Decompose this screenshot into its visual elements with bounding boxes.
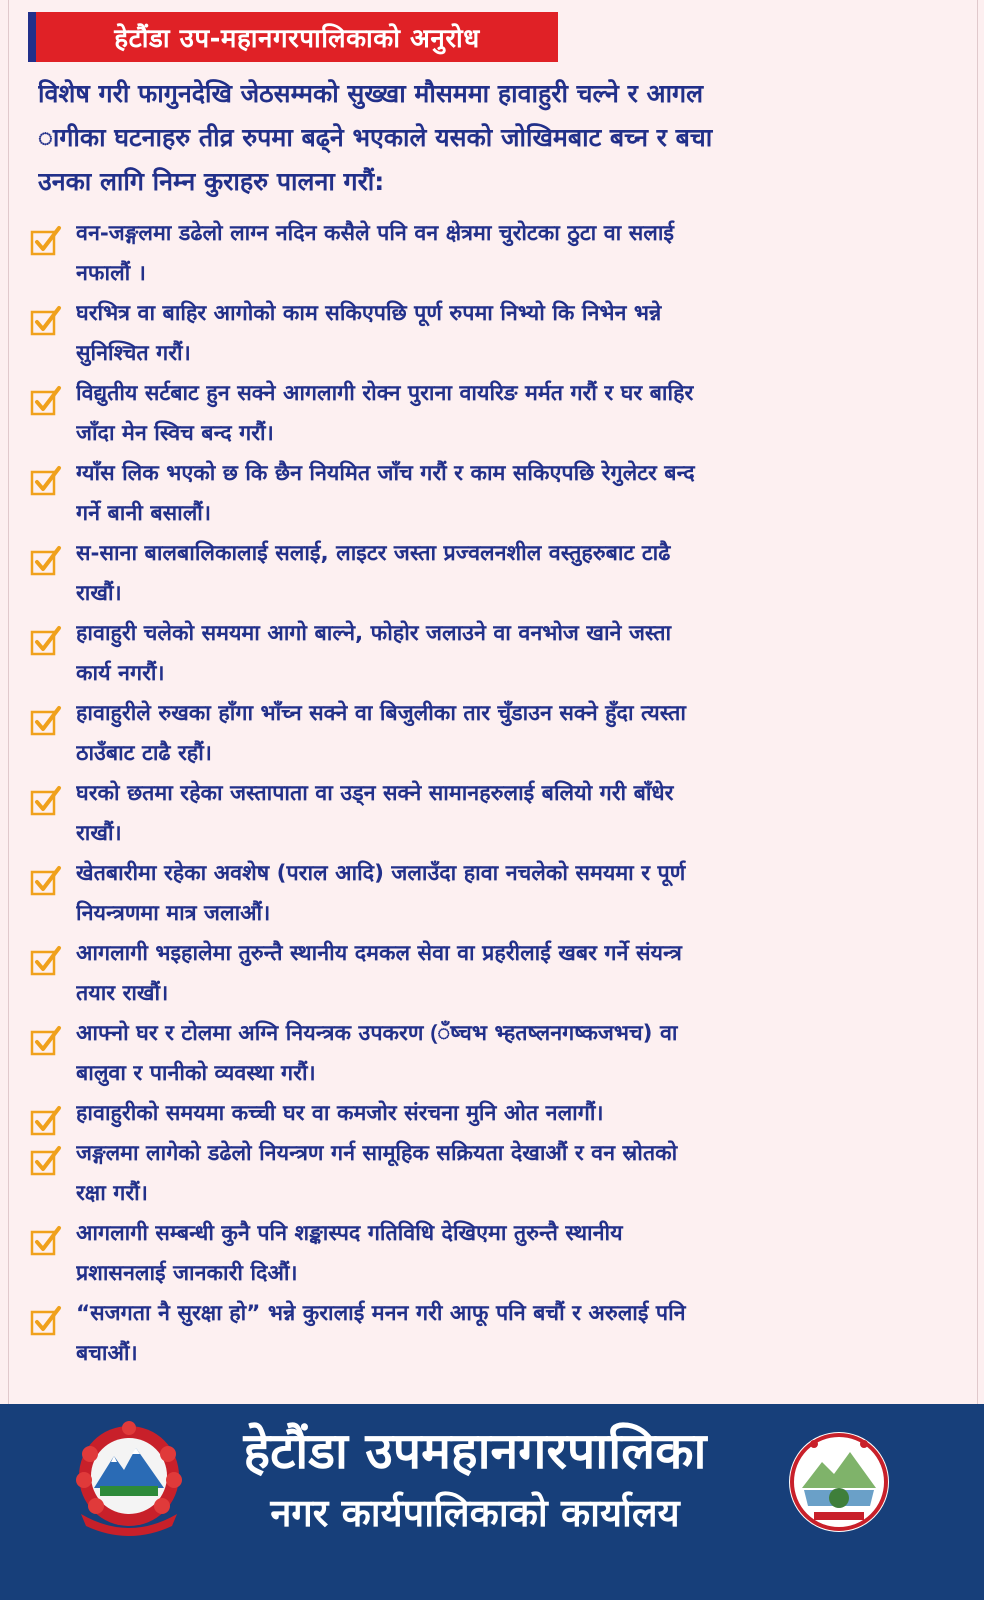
list-item (30, 854, 940, 934)
municipality-logo-icon (784, 1426, 894, 1538)
item-text: नियन्त्रणमा मात्र जलाऔं। (76, 901, 271, 926)
item-text: जाँदा मेन स्विच बन्द गरौं। (76, 421, 274, 446)
notice-title-banner (28, 12, 558, 62)
list-item (30, 774, 940, 854)
item-text: हावाहुरीले रुखका हाँगा भाँच्न सक्ने वा बिजुलीका तार चुँडाउन सक्ने हुँदा त्यस्ता (76, 701, 686, 726)
intro-paragraph (38, 72, 938, 204)
item-text: बालुवा र पानीको व्यवस्था गरौं। (76, 1061, 316, 1086)
nepal-emblem-icon (66, 1418, 192, 1540)
item-text: स-साना बालबालिकालाई सलाई, लाइटर जस्ता प्रज्वलनशील वस्तुहरुबाट टाढै (76, 541, 671, 566)
list-item (30, 1094, 940, 1134)
item-text: गर्ने बानी बसालौं। (76, 501, 212, 526)
list-item (30, 294, 940, 374)
item-text: जङ्गलमा लागेको डढेलो नियन्त्रण गर्न सामूहिक सक्रियता देखाऔं र वन स्रोतको (76, 1141, 678, 1166)
check-box-icon (30, 1024, 62, 1056)
item-text: रक्षा गरौं। (76, 1181, 148, 1206)
footer-subtitle: नगर कार्यपालिकाको कार्यालय (270, 1491, 680, 1535)
check-box-icon (30, 464, 62, 496)
check-box-icon (30, 1224, 62, 1256)
instruction-list (30, 214, 940, 1374)
list-item (30, 374, 940, 454)
item-text: “सजगता नै सुरक्षा हो” भन्ने कुरालाई मनन गरी आफू पनि बचौं र अरुलाई पनि (76, 1301, 686, 1326)
check-box-icon (30, 624, 62, 656)
check-box-icon (30, 864, 62, 896)
notice-title: हेटौंडा उप-महानगरपालिकाको अनुरोध (114, 24, 480, 54)
item-text: विद्युतीय सर्टबाट हुन सक्ने आगलागी रोक्न पुराना वायरिङ मर्मत गरौं र घर बाहिर (76, 381, 694, 406)
item-text: प्रशासनलाई जानकारी दिऔं। (76, 1261, 298, 1286)
item-text: राखौं। (76, 821, 122, 846)
check-box-icon (30, 1304, 62, 1336)
check-box-icon (30, 944, 62, 976)
item-text: तयार राखौं। (76, 981, 169, 1006)
item-text: आफ्नो घर र टोलमा अग्नि नियन्त्रक उपकरण (ँष्चभ भ्हतष्लनगष्कजभच) वा (76, 1021, 678, 1046)
list-item (30, 1134, 940, 1214)
item-text: ठाउँबाट टाढै रहौं। (76, 741, 212, 766)
item-text: घरभित्र वा बाहिर आगोको काम सकिएपछि पूर्ण रुपमा निभ्यो कि निभेन भन्ने (76, 301, 662, 326)
item-text: बचाऔं। (76, 1341, 138, 1366)
check-box-icon (30, 384, 62, 416)
check-box-icon (30, 1104, 62, 1136)
item-text: हावाहुरी चलेको समयमा आगो बाल्ने, फोहोर जलाउने वा वनभोज खाने जस्ता (76, 621, 672, 646)
item-text: कार्य नगरौं। (76, 661, 165, 686)
list-item (30, 614, 940, 694)
check-box-icon (30, 704, 62, 736)
footer-title: हेटौंडा उपमहानगरपालिका (243, 1422, 707, 1480)
list-item (30, 454, 940, 534)
item-text: राखौं। (76, 581, 122, 606)
check-box-icon (30, 784, 62, 816)
intro-line: ागीका घटनाहरु तीव्र रुपमा बढ्ने भएकाले यसको जोखिमबाट बच्न र बचा (38, 123, 713, 152)
item-text: ग्याँस लिक भएको छ कि छैन नियमित जाँच गरौं र काम सकिएपछि रेगुलेटर बन्द (76, 461, 695, 486)
list-item (30, 694, 940, 774)
check-box-icon (30, 224, 62, 256)
intro-line: विशेष गरी फागुनदेखि जेठसम्मको सुख्खा मौसममा हावाहुरी चल्ने र आगल (38, 79, 704, 108)
check-box-icon (30, 544, 62, 576)
item-text: वन-जङ्गलमा डढेलो लाग्न नदिन कसैले पनि वन क्षेत्रमा चुरोटका ठुटा वा सलाई (76, 221, 674, 246)
item-text: नफालौं । (76, 261, 146, 286)
item-text: घरको छतमा रहेका जस्तापाता वा उड्न सक्ने सामानहरुलाई बलियो गरी बाँधेर (76, 781, 674, 806)
item-text: आगलागी सम्बन्धी कुनै पनि शङ्कास्पद गतिविधि देखिएमा तुरुन्तै स्थानीय (76, 1221, 623, 1246)
check-box-icon (30, 1144, 62, 1176)
list-item (30, 214, 940, 294)
list-item (30, 1014, 940, 1094)
item-text: आगलागी भइहालेमा तुरुन्तै स्थानीय दमकल सेवा वा प्रहरीलाई खबर गर्ने संयन्त्र (76, 941, 682, 966)
list-item (30, 534, 940, 614)
check-box-icon (30, 304, 62, 336)
item-text: हावाहुरीको समयमा कच्ची घर वा कमजोर संरचना मुनि ओत नलागौं। (76, 1101, 604, 1126)
list-item (30, 934, 940, 1014)
intro-line: उनका लागि निम्न कुराहरु पालना गरौं: (38, 167, 385, 196)
item-text: सुनिश्चित गरौं। (76, 341, 191, 366)
list-item (30, 1214, 940, 1294)
item-text: खेतबारीमा रहेका अवशेष (पराल आदि) जलाउँदा हावा नचलेको समयमा र पूर्ण (76, 861, 686, 886)
list-item (30, 1294, 940, 1374)
